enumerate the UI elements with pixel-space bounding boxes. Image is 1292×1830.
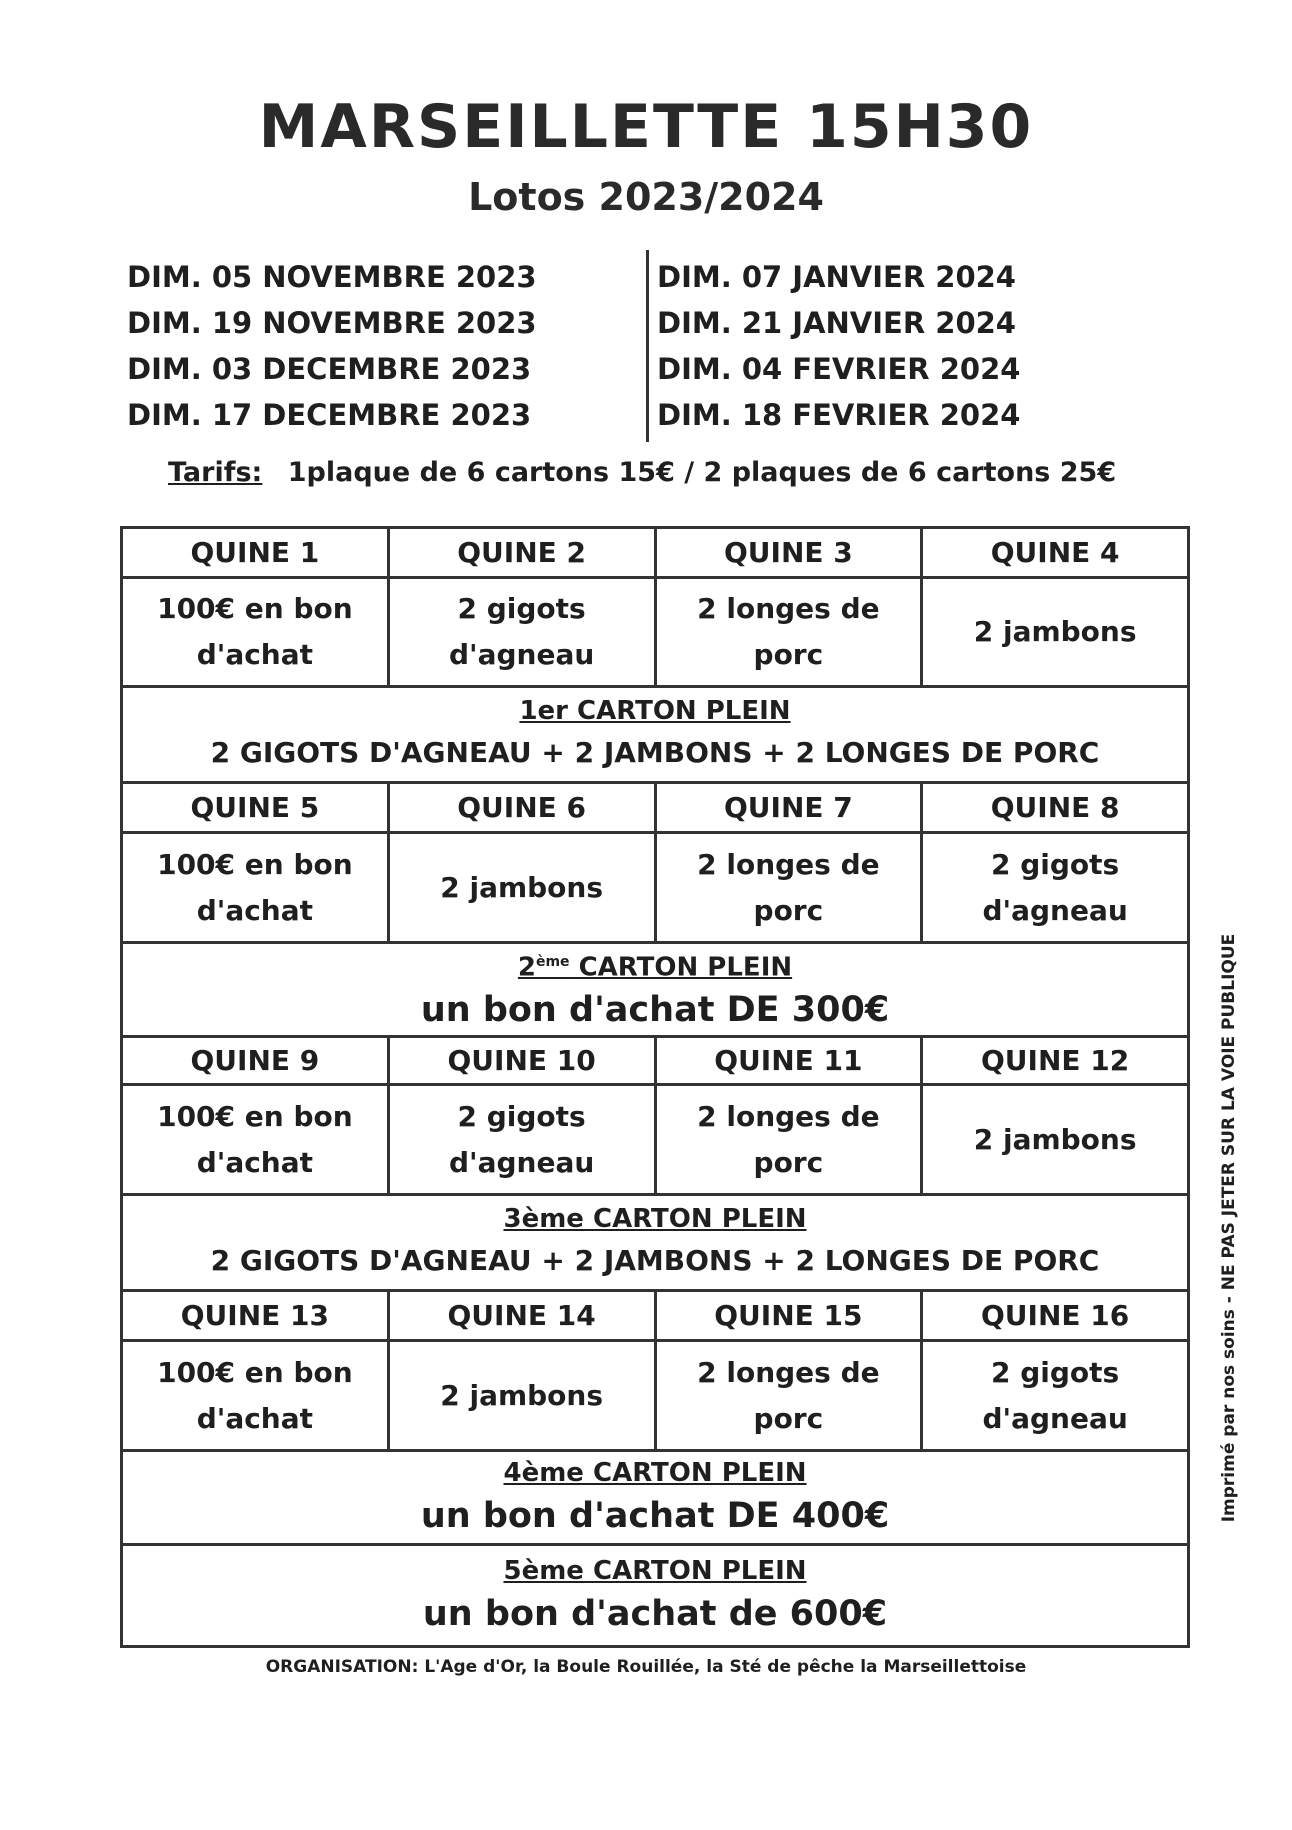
quine-prize-row: [123, 834, 1187, 944]
quine-header: QUINE 4: [990, 535, 1120, 569]
date-item: DIM. 04 FEVRIER 2024: [657, 352, 1021, 386]
page-title: MARSEILLETTE 15H30: [258, 92, 1034, 162]
quine-header: QUINE 12: [981, 1043, 1130, 1077]
quine-header: QUINE 2: [390, 529, 657, 576]
quine-header: QUINE 9: [123, 1038, 390, 1083]
carton-plein-label: CARTON PLEIN: [569, 952, 793, 983]
carton-plein-row: [123, 944, 1187, 1038]
carton-plein-prize: 2 GIGOTS D'AGNEAU + 2 JAMBONS + 2 LONGES DE PORC: [210, 1243, 1100, 1277]
carton-plein-row: [123, 1452, 1187, 1546]
date-item: DIM. 07 JANVIER 2024: [657, 260, 1016, 294]
quine-prize-row: [123, 1342, 1187, 1452]
quine-header: QUINE 13: [123, 1292, 390, 1339]
quine-prize: 2 jambons: [390, 834, 657, 941]
date-item: DIM. 19 NOVEMBRE 2023: [127, 306, 537, 340]
page-subtitle: Lotos 2023/2024: [468, 175, 824, 219]
date-item: DIM. 05 NOVEMBRE 2023: [127, 260, 537, 294]
quine-header: QUINE 7: [657, 784, 924, 831]
quine-prize: 2 longes de porc: [657, 1342, 924, 1449]
carton-plein-number: 2: [517, 952, 536, 983]
carton-plein-row: [123, 688, 1187, 784]
quine-prize: 2 gigots d'agneau: [982, 847, 1128, 927]
quine-prize: 2 longes de porc: [657, 579, 924, 685]
quine-prize: 100€ en bon d'achat: [123, 579, 390, 685]
quine-header-row: [123, 529, 1187, 579]
carton-plein-prize: un bon d'achat DE 400€: [420, 1495, 890, 1536]
quine-prize: 2 gigots d'agneau: [390, 579, 657, 685]
carton-plein-prize: 2 GIGOTS D'AGNEAU + 2 JAMBONS + 2 LONGES DE PORC: [210, 735, 1100, 769]
side-note-text: Imprimé par nos soins - NE PAS JETER SUR LA VOIE PUBLIQUE: [1219, 933, 1239, 1523]
carton-plein-prize: un bon d'achat de 600€: [422, 1593, 888, 1634]
dates-left-column: [127, 254, 537, 438]
date-item: DIM. 03 DECEMBRE 2023: [127, 352, 532, 386]
date-item: DIM. 17 DECEMBRE 2023: [127, 398, 532, 432]
quine-prize: 2 jambons: [973, 615, 1137, 648]
carton-plein-row: [123, 1546, 1187, 1645]
quine-prize: 2 jambons: [973, 1122, 1137, 1156]
quine-prize: 2 jambons: [390, 1342, 657, 1449]
carton-plein-title: 1er CARTON PLEIN: [519, 695, 791, 726]
carton-plein-ordinal: ème: [535, 953, 570, 970]
tarifs-label: Tarifs:: [168, 457, 263, 488]
carton-plein-title: 4ème CARTON PLEIN: [503, 1457, 807, 1488]
quine-prize: 2 gigots d'agneau: [390, 1086, 657, 1193]
organisation-line: ORGANISATION: L'Age d'Or, la Boule Rouillée, la Sté de pêche la Marseillettoise: [265, 1657, 1027, 1677]
quine-header: QUINE 15: [657, 1292, 924, 1339]
quine-header: QUINE 16: [981, 1298, 1130, 1332]
quine-prize: 100€ en bon d'achat: [123, 1086, 390, 1193]
quine-prize-row: [123, 579, 1187, 688]
carton-plein-row: [123, 1196, 1187, 1292]
quine-prize: 2 gigots d'agneau: [982, 1355, 1128, 1435]
date-item: DIM. 18 FEVRIER 2024: [657, 398, 1021, 432]
quine-prize: 2 longes de porc: [657, 834, 924, 941]
quine-header: QUINE 3: [657, 529, 924, 576]
quine-header: QUINE 6: [390, 784, 657, 831]
quine-header-row: [123, 1038, 1187, 1086]
quine-header: QUINE 14: [390, 1292, 657, 1339]
quine-prize: 2 longes de porc: [657, 1086, 924, 1193]
quine-header: QUINE 8: [990, 790, 1120, 824]
quine-prize: 100€ en bon d'achat: [123, 1342, 390, 1449]
carton-plein-title: 5ème CARTON PLEIN: [503, 1555, 807, 1586]
quine-header-row: [123, 784, 1187, 834]
date-item: DIM. 21 JANVIER 2024: [657, 306, 1016, 340]
quine-header: QUINE 5: [123, 784, 390, 831]
carton-plein-title: 3ème CARTON PLEIN: [503, 1203, 807, 1234]
dates-right-column: [646, 250, 1020, 442]
quine-header: QUINE 1: [123, 529, 390, 576]
tarifs-text: 1plaque de 6 cartons 15€ / 2 plaques de 6 cartons 25€: [287, 457, 1117, 488]
quine-prize: 100€ en bon d'achat: [123, 834, 390, 941]
quine-prize-row: [123, 1086, 1187, 1196]
quine-header: QUINE 11: [657, 1038, 924, 1083]
tarifs-line: [168, 457, 1116, 488]
carton-plein-title: [518, 944, 792, 986]
quine-header-row: [123, 1292, 1187, 1342]
carton-plein-prize: un bon d'achat DE 300€: [420, 990, 890, 1031]
quine-header: QUINE 10: [390, 1038, 657, 1083]
prize-table: [120, 526, 1190, 1648]
